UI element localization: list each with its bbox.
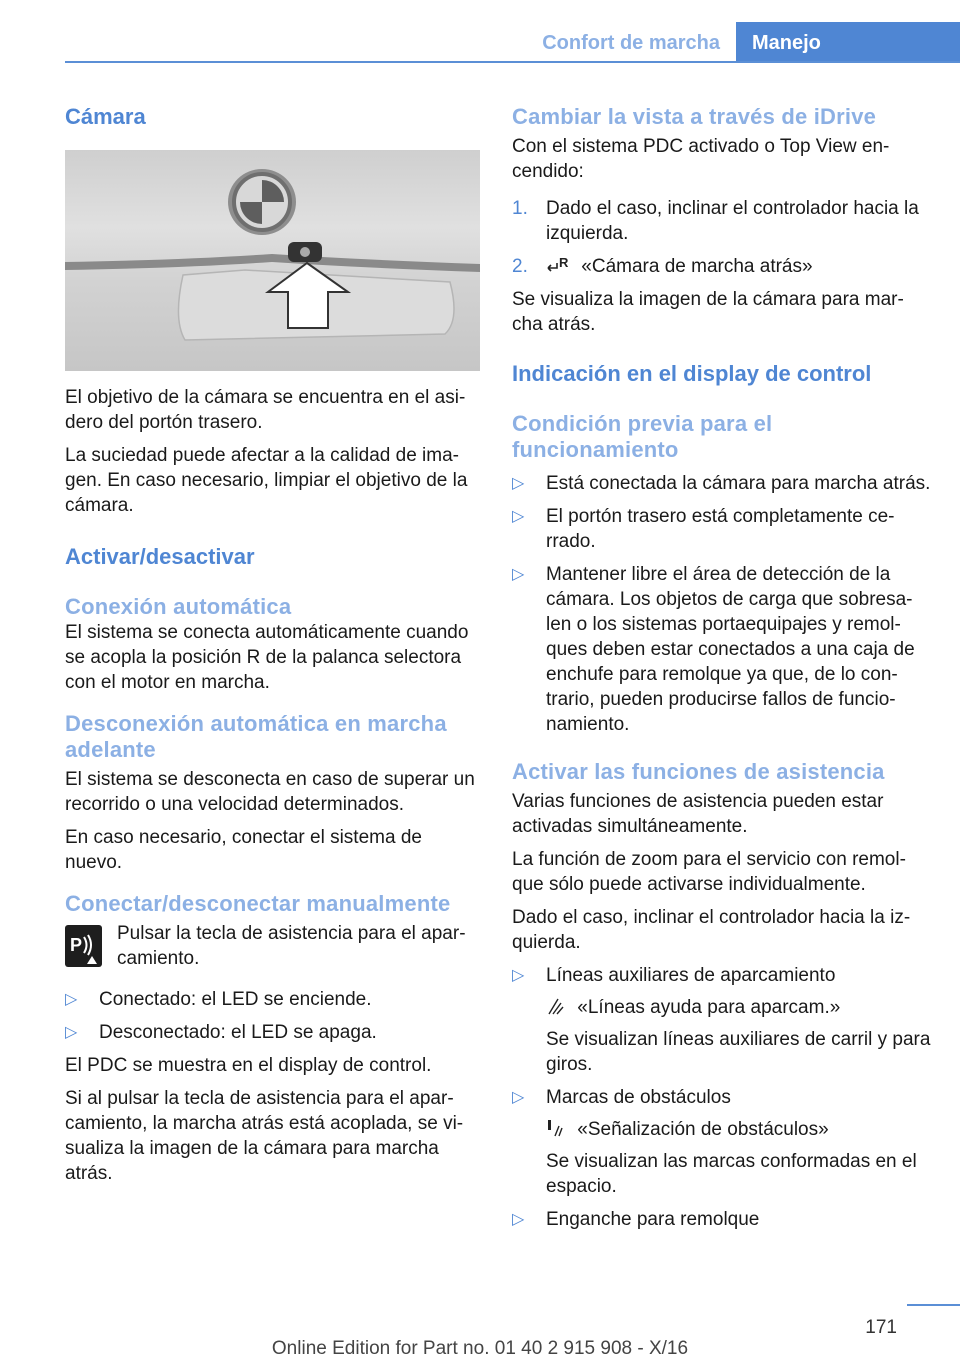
reverse-camera-text: Si al pulsar la tecla de asistencia para el apar-camiento, la marcha atrás está acoplada, se vi-sualiza la imagen de la cámara para marcha atrás.	[65, 1088, 464, 1184]
assist-text-2: La función de zoom para el servicio con remol-que sólo puede activarse individualmente.	[512, 849, 906, 895]
display-heading: Indicación en el display de control	[512, 361, 872, 386]
manual-press-text: Pulsar la tecla de asistencia para el apar-camiento.	[117, 923, 466, 969]
bullet-icon: ▷	[512, 1211, 525, 1228]
parking-lines-icon	[546, 996, 566, 1016]
camera-heading: Cámara	[65, 104, 146, 129]
rear-camera-icon	[546, 254, 570, 274]
list-item: ▷ Marcas de obstáculos «Señalización de obstáculos» Se visualizan las marcas conformadas en el espacio.	[512, 1087, 917, 1197]
edition-footer: Online Edition for Part no. 01 40 2 915 908 - X/16	[271, 1338, 689, 1359]
idrive-heading: Cambiar la vista a través de iDrive	[512, 104, 877, 129]
right-column	[512, 98, 932, 1232]
camera-dirt-text: La suciedad puede afectar a la calidad de ima-gen. En caso necesario, limpiar el objetivo de la cámara.	[65, 445, 468, 516]
parking-assist-button-icon	[65, 925, 102, 967]
list-item: ▷ El portón trasero está completamente ce-rrado.	[512, 506, 895, 552]
prereq-heading: Condición previa para el funcionamiento	[512, 411, 773, 462]
list-item: ▷ Mantener libre el área de detección de la cámara. Los objetos de carga que sobresa-len o los sistemas portaequipajes y remol-ques deben estar conectados a una caja de enchufe para remolque ya que, de lo con-trario, pueden producirse fallos de funcio-namiento.	[512, 564, 915, 735]
auto-off-text-2: En caso necesario, conectar el sistema de nuevo.	[65, 827, 422, 873]
manual-heading: Conectar/desconectar manualmente	[65, 891, 451, 916]
bullet-icon: ▷	[512, 508, 525, 525]
header-chapter-tab: Manejo	[736, 22, 960, 62]
auto-on-heading: Conexión automática	[65, 594, 292, 619]
step-item: 1. Dado el caso, inclinar el controlador hacia la izquierda.	[512, 198, 919, 244]
bullet-icon: ▷	[512, 566, 525, 583]
bullet-icon: ▷	[65, 1024, 78, 1041]
svg-text:P: P	[70, 935, 83, 955]
bullet-icon: ▷	[512, 1089, 525, 1106]
list-item: ▷ Enganche para remolque	[512, 1209, 760, 1230]
left-column	[65, 98, 483, 1186]
camera-location-text: El objetivo de la cámara se encuentra en el asi-dero del portón trasero.	[65, 387, 466, 433]
bullet-icon: ▷	[512, 967, 525, 984]
auto-off-text-1: El sistema se desconecta en caso de superar un recorrido o una velocidad determinados.	[65, 769, 475, 815]
assist-list	[512, 963, 932, 1232]
tailgate-illustration	[65, 150, 480, 371]
auto-on-text: El sistema se conecta automáticamente cuando se acopla la posición R de la palanca selectora con el motor en marcha.	[65, 622, 469, 693]
manual-status-list	[65, 987, 483, 1045]
idrive-result: Se visualiza la imagen de la cámara para mar-cha atrás.	[512, 289, 904, 335]
assist-text-1: Varias funciones de asistencia pueden estar activadas simultáneamente.	[512, 791, 884, 837]
activate-heading: Activar/desactivar	[65, 544, 255, 569]
svg-text:R: R	[559, 255, 569, 270]
assist-text-3: Dado el caso, inclinar el controlador hacia la iz-quierda.	[512, 907, 911, 953]
idrive-intro: Con el sistema PDC activado o Top View en-cendido:	[512, 136, 890, 182]
list-item: ▷ Líneas auxiliares de aparcamiento «Líneas ayuda para aparcam.» Se visualizan líneas auxiliares de carril y para giros.	[512, 965, 931, 1075]
list-item: ▷ Está conectada la cámara para marcha atrás.	[512, 473, 931, 494]
pdc-display-text: El PDC se muestra en el display de control.	[65, 1055, 432, 1076]
list-item: ▷ Conectado: el LED se enciende.	[65, 989, 372, 1010]
auto-off-heading: Desconexión automática en marcha adelante	[65, 711, 447, 762]
list-item: ▷ Desconectado: el LED se apaga.	[65, 1022, 377, 1043]
step-item: 2. R «Cámara de marcha atrás»	[512, 255, 813, 277]
rear-camera-photo	[65, 150, 480, 371]
pdc-button-row	[65, 921, 483, 971]
obstacle-marking-icon	[546, 1118, 566, 1138]
idrive-steps	[512, 196, 932, 279]
bullet-icon: ▷	[65, 991, 78, 1008]
assist-heading: Activar las funciones de asistencia	[512, 759, 885, 784]
header-rule	[65, 61, 960, 63]
prereq-list	[512, 471, 932, 737]
bullet-icon: ▷	[512, 475, 525, 492]
header-section-title: Confort de marcha	[542, 32, 720, 54]
footer-rule	[907, 1304, 960, 1306]
page-number: 171	[865, 1317, 897, 1338]
